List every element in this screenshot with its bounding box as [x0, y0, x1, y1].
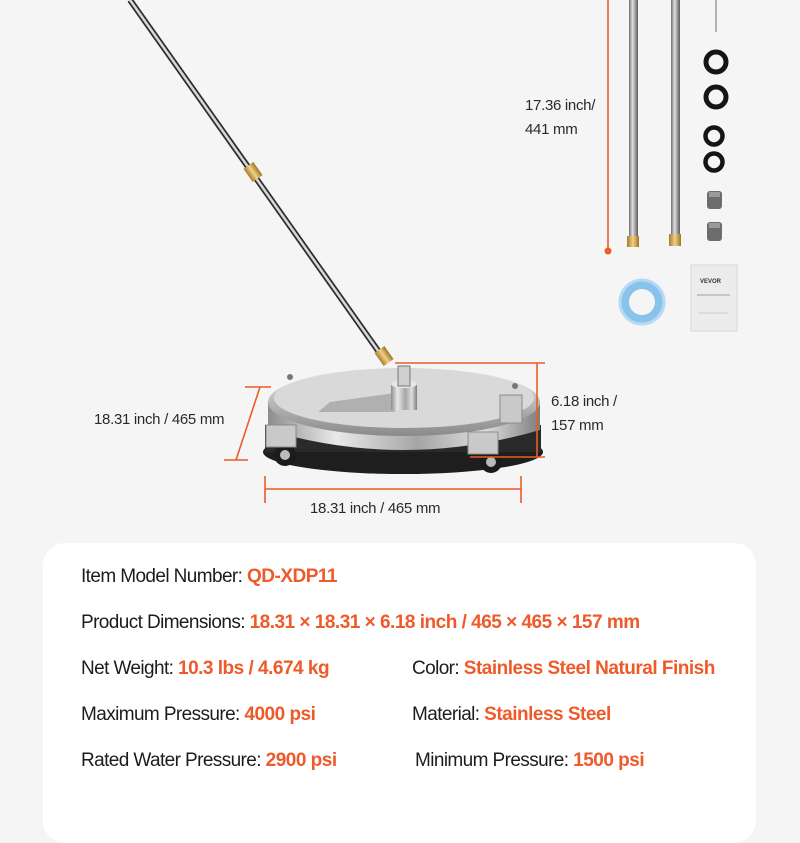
- spec-value: 4000 psi: [244, 704, 316, 725]
- spec-label: Material:: [412, 704, 485, 725]
- dimension-end-dot: [605, 248, 612, 255]
- spec-value: 1500 psi: [573, 750, 645, 771]
- spec-label: Item Model Number:: [81, 566, 247, 587]
- height-mm: 157 mm: [551, 417, 604, 434]
- height-inch: 6.18 inch /: [551, 393, 617, 410]
- specifications-card: [43, 543, 756, 843]
- height-label: [551, 390, 617, 438]
- spec-color: [412, 658, 715, 680]
- spec-label: Minimum Pressure:: [415, 750, 574, 771]
- extension-length-label: [525, 94, 595, 142]
- spec-value: QD-XDP11: [247, 566, 337, 587]
- spec-label: Product Dimensions:: [81, 612, 250, 633]
- spec-material: [412, 704, 611, 726]
- depth-label: 18.31 inch / 465 mm: [94, 411, 225, 428]
- spec-label: Color:: [412, 658, 464, 679]
- spec-value: 18.31 × 18.31 × 6.18 inch / 465 × 465 × 157 mm: [249, 612, 640, 633]
- spec-rated-water-pressure: [81, 750, 337, 772]
- manual-brand-text: VEVOR: [700, 279, 722, 285]
- spec-label: Rated Water Pressure:: [81, 750, 266, 771]
- spec-value: Stainless Steel Natural Finish: [463, 658, 715, 679]
- spec-value: 10.3 lbs / 4.674 kg: [178, 658, 330, 679]
- spec-product-dimensions: [81, 612, 640, 634]
- extension-length-mm: 441 mm: [525, 121, 578, 138]
- spec-model-number: [81, 566, 337, 588]
- spec-label: Net Weight:: [81, 658, 178, 679]
- extension-length-inch: 17.36 inch/: [525, 97, 596, 114]
- spec-minimum-pressure: [415, 750, 644, 772]
- spec-net-weight: [81, 658, 329, 680]
- spec-label: Maximum Pressure:: [81, 704, 245, 725]
- spec-value: Stainless Steel: [484, 704, 611, 725]
- spec-value: 2900 psi: [265, 750, 337, 771]
- spec-maximum-pressure: [81, 704, 315, 726]
- angled-wand: [130, 0, 394, 366]
- width-label: 18.31 inch / 465 mm: [310, 500, 441, 517]
